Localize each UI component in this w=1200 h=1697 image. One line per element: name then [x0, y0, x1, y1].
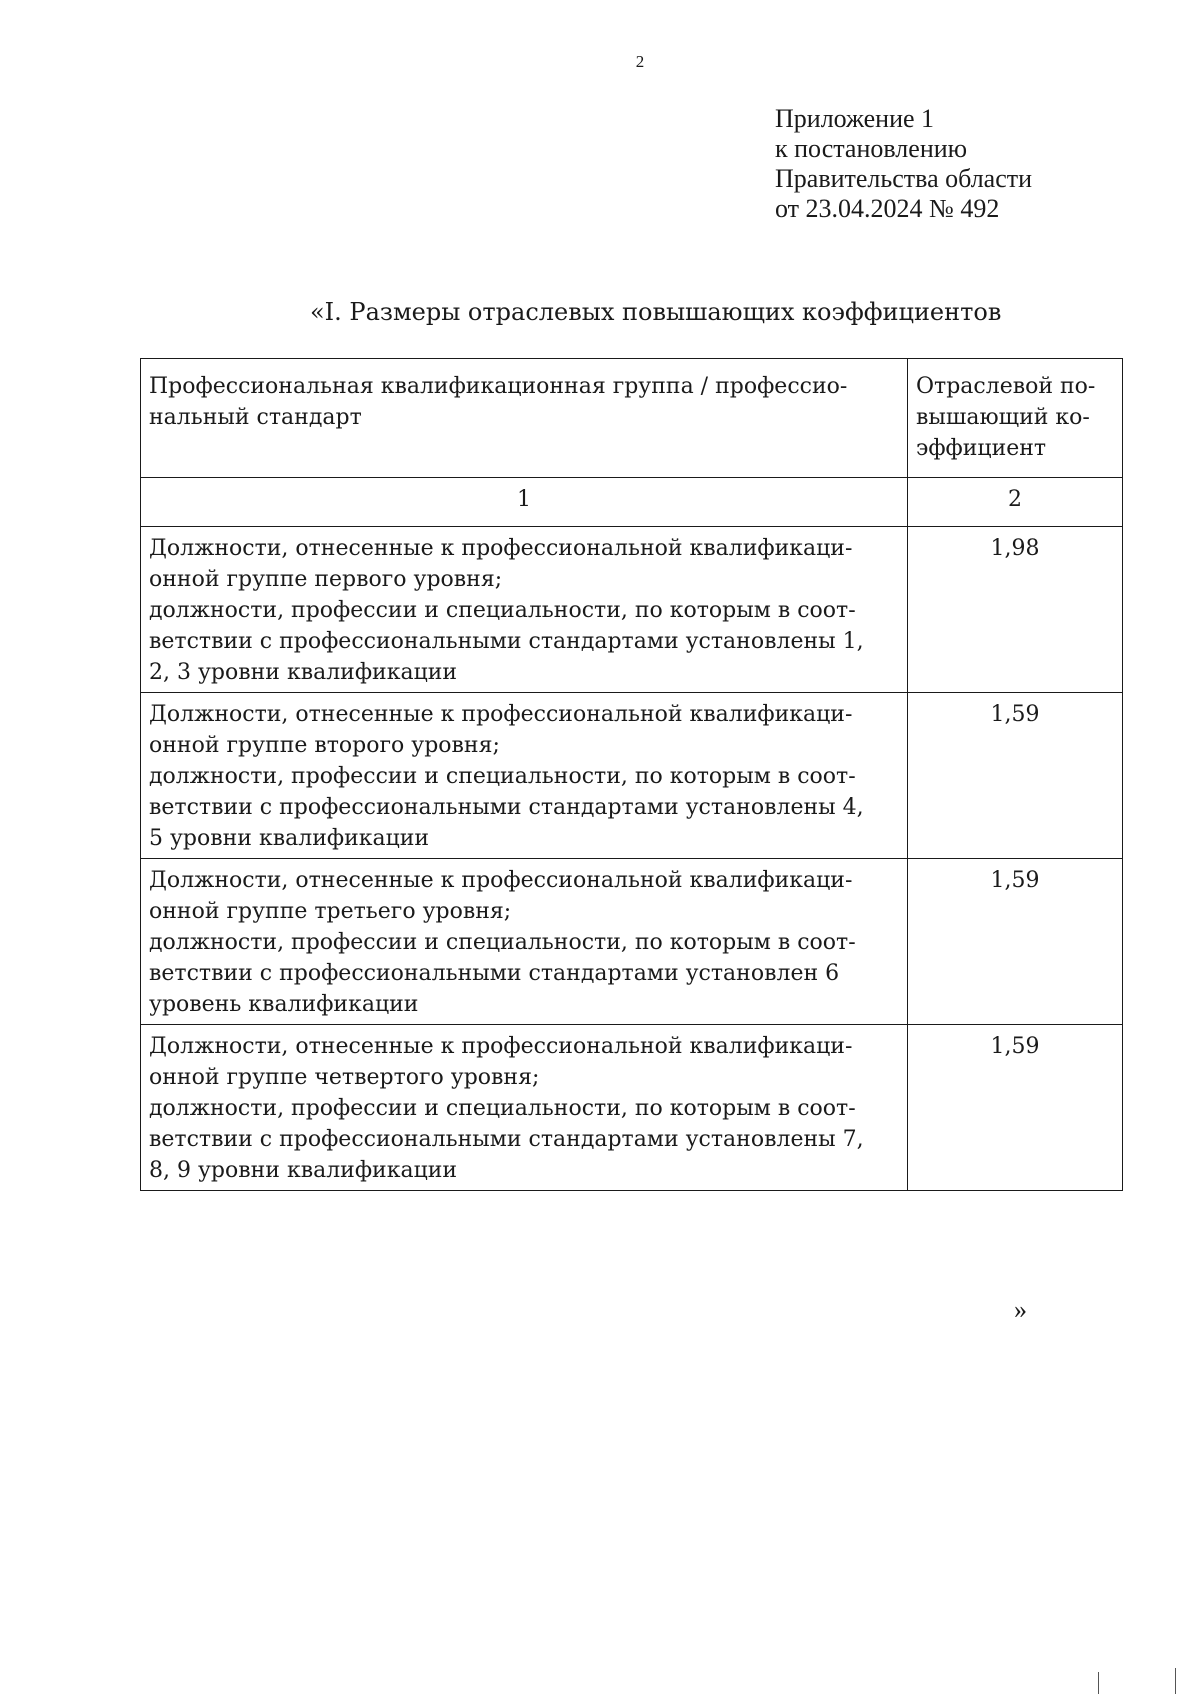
coefficients-table [140, 358, 1123, 1191]
appendix-line: Приложение 1 [775, 104, 935, 133]
description-line: онной группе четвертого уровня; [149, 1065, 540, 1090]
description-line: Должности, отнесенные к профессиональной квалификаци- [149, 1034, 853, 1059]
description-line: должности, профессии и специальности, по которым в соот- [149, 598, 856, 623]
column-number: 1 [141, 478, 908, 527]
description-line: должности, профессии и специальности, по которым в соот- [149, 764, 856, 789]
description-line: Должности, отнесенные к профессиональной квалификаци- [149, 702, 853, 727]
page-number: 2 [635, 52, 645, 71]
coefficient-value: 1,59 [908, 693, 1123, 859]
appendix-reference [775, 104, 1032, 224]
column-number: 2 [908, 478, 1123, 527]
header-coefficient-cell [908, 359, 1123, 478]
description-line: должности, профессии и специальности, по которым в соот- [149, 930, 856, 955]
coefficient-value: 1,59 [908, 1025, 1123, 1191]
header-line: Отраслевой по- [916, 374, 1096, 399]
description-line: должности, профессии и специальности, по которым в соот- [149, 1096, 856, 1121]
coefficient-value: 1,59 [908, 859, 1123, 1025]
appendix-line: от 23.04.2024 № 492 [775, 194, 1000, 223]
coefficient-value: 1,98 [908, 527, 1123, 693]
appendix-line: Правительства области [775, 164, 1033, 193]
header-line: эффициент [916, 436, 1047, 461]
header-line: вышающий ко- [916, 405, 1090, 430]
description-line: онной группе третьего уровня; [149, 899, 512, 924]
section-title: «I. Размеры отраслевых повышающих коэффициентов [310, 298, 1002, 326]
description-line: уровень квалификации [149, 992, 419, 1017]
description-line: Должности, отнесенные к профессиональной квалификаци- [149, 868, 853, 893]
header-group-cell [141, 359, 908, 478]
appendix-line: к постановлению [775, 134, 968, 163]
closing-quote: » [1014, 1295, 1027, 1324]
description-line: Должности, отнесенные к профессиональной квалификаци- [149, 536, 853, 561]
description-line: онной группе первого уровня; [149, 567, 503, 592]
header-line: нальный стандарт [149, 405, 362, 430]
header-line: Профессиональная квалификационная группа / профессио- [149, 374, 848, 399]
scan-edge-mark [1175, 1668, 1176, 1694]
description-line: 2, 3 уровни квалификации [149, 660, 458, 685]
table-row [141, 859, 1123, 1025]
table-header-row [141, 359, 1123, 478]
description-line: онной группе второго уровня; [149, 733, 500, 758]
group-description-cell [141, 693, 908, 859]
scan-edge-mark [1098, 1672, 1099, 1694]
description-line: ветствии с профессиональными стандартами установлены 1, [149, 629, 864, 654]
table-row [141, 693, 1123, 859]
group-description-cell [141, 859, 908, 1025]
description-line: ветствии с профессиональными стандартами установлены 4, [149, 795, 864, 820]
description-line: 8, 9 уровни квалификации [149, 1158, 458, 1183]
table-row [141, 1025, 1123, 1191]
group-description-cell [141, 1025, 908, 1191]
group-description-cell [141, 527, 908, 693]
description-line: 5 уровни квалификации [149, 826, 430, 851]
column-number-row [141, 478, 1123, 527]
description-line: ветствии с профессиональными стандартами установлены 7, [149, 1127, 864, 1152]
description-line: ветствии с профессиональными стандартами установлен 6 [149, 961, 840, 986]
table-row [141, 527, 1123, 693]
